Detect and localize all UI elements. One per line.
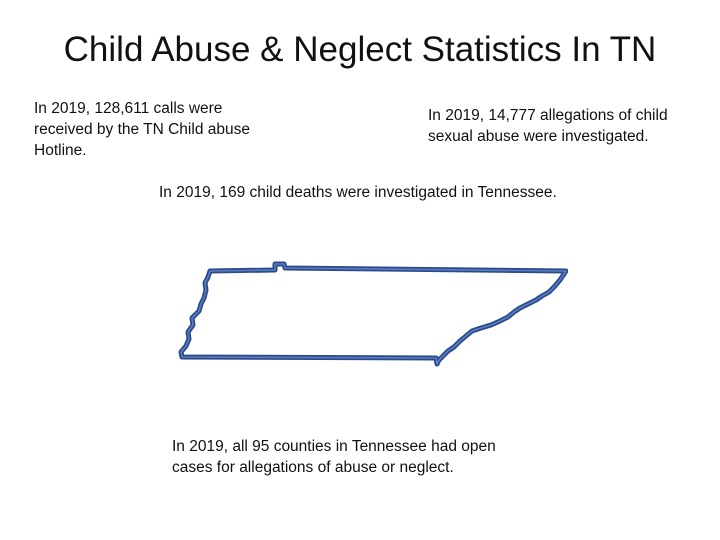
stat-sexual-abuse-allegations: In 2019, 14,777 allegations of child sexual abuse were investigated.: [428, 107, 668, 145]
tennessee-outline-icon: [168, 212, 568, 412]
stat-hotline-calls: In 2019, 128,611 calls were received by the TN Child abuse Hotline.: [34, 100, 250, 159]
stat-child-deaths: In 2019, 169 child deaths were investigated in Tennessee.: [159, 184, 557, 201]
tennessee-state-outline: [181, 264, 566, 364]
slide-title: Child Abuse & Neglect Statistics In TN: [63, 30, 657, 69]
stat-counties-open-cases: In 2019, all 95 counties in Tennessee had open cases for allegations of abuse or neglect.: [172, 438, 496, 476]
tennessee-map: [168, 212, 568, 412]
